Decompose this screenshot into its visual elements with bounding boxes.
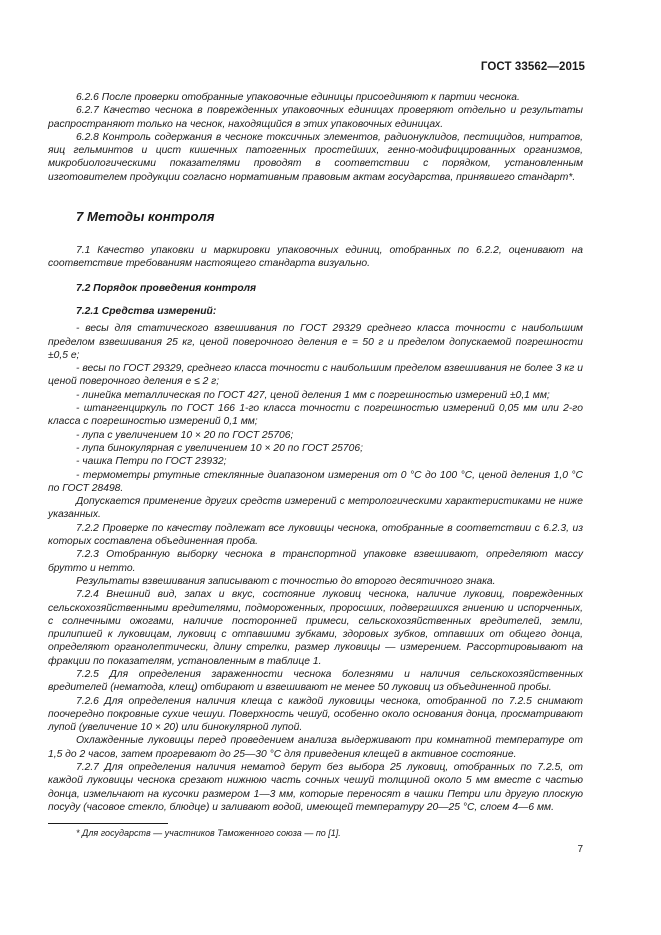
paragraph-6-2-7: 6.2.7 Качество чеснока в поврежденных упаковочных единицах проверяют отдельно и результаты распространяют только на чеснок, находящийся в этих упаковочных единицах. <box>48 105 583 130</box>
paragraph-allowed-instruments: Допускается применение других средств измерений с метрологическими характеристиками не ниже указанных. <box>48 496 583 521</box>
footnote-divider <box>48 823 168 824</box>
section-heading: 7 Методы контроля <box>76 209 215 225</box>
instrument-item: - весы для статического взвешивания по ГОСТ 29329 среднего класса точности с наибольшим пределом взвешивания 25 кг, ценой поверочного деления е = 50 г и пределом допускаемой погрешности ±0,5 е; <box>48 323 583 361</box>
page-number: 7 <box>577 844 583 855</box>
paragraph-7-2-2: 7.2.2 Проверке по качеству подлежат все луковицы чеснока, отобранные в соответствии с 6.2.3, из которых составлена объединенная проба. <box>48 522 583 548</box>
paragraph-cooled-bulbs: Охлажденные луковицы перед проведением анализа выдерживают при комнатной температуре от 1,5 до 2 часов, затем прогревают до 25—30 °С для приведения клещей в активное состояние. <box>48 735 583 760</box>
standard-number: ГОСТ 33562—2015 <box>480 61 585 73</box>
paragraph-7-2-3: 7.2.3 Отобранную выборку чеснока в транспортной упаковке взвешивают, определяют массу брутто и нетто. <box>48 549 583 574</box>
instrument-item: - чашка Петри по ГОСТ 23932; <box>76 456 227 468</box>
instrument-item: - термометры ртутные стеклянные диапазоном измерения от 0 °С до 100 °С, ценой деления 1,0 °С по ГОСТ 28498. <box>48 469 583 494</box>
paragraph-7-2-4: 7.2.4 Внешний вид, запах и вкус, состояние луковиц чеснока, наличие луковиц, поврежденных сельскохозяйственными вредителями, подмороженных, проросших, подвергшихся гниению и испорченных, с солнечными ожогами, наличие посторонней примеси, сельскохозяйственных вредителей, земли, прилипшей к луковицам, луковиц с отпавшими зубками, здоровых зубков, отпавших от общего донца, определяют органолептически, длину стрелки, размер луковицы — измерением. Рассортировывают на фракции по показателям, установленным в таблице 1. <box>48 589 583 667</box>
page-body <box>48 91 583 814</box>
instrument-item: - штангенциркуль по ГОСТ 166 1-го класса точности с погрешностью измерений 0,05 мм или 2-го класса с погрешностью измерений 0,1 мм; <box>48 403 583 428</box>
instrument-item: - лупа бинокулярная с увеличением 10 × 20 по ГОСТ 25706; <box>76 442 363 454</box>
paragraph-weighing-results: Результаты взвешивания записывают с точностью до второго десятичного знака. <box>76 575 496 587</box>
instrument-item: - весы по ГОСТ 29329, среднего класса точности с наибольшим пределом взвешивания не более 3 кг и ценой поверочного деления е ≤ 2 г; <box>48 363 583 388</box>
instrument-item: - линейка металлическая по ГОСТ 427, ценой деления 1 мм с погрешностью измерений ±0,1 мм; <box>76 389 550 401</box>
paragraph-6-2-8: 6.2.8 Контроль содержания в чесноке токсичных элементов, радионуклидов, пестицидов, нитратов, яиц гельминтов и цист кишечных патогенных простейших, генно-модифицированных организмов, микробиологическими показателями проводят в соответствии с порядком, установленным изготовителем продукции согласно нормативным правовым актам государства, принявшего стандарт*. <box>48 131 583 183</box>
subheading-7-2: 7.2 Порядок проведения контроля <box>76 282 257 294</box>
paragraph-7-2-5: 7.2.5 Для определения зараженности чеснока болезнями и наличия сельскохозяйственных вредителей (нематода, клещ) отбирают и взвешивают не менее 50 луковиц из объединенной пробы. <box>48 668 583 694</box>
paragraph-6-2-6: 6.2.6 После проверки отобранные упаковочные единицы присоединяют к партии чеснока. <box>76 92 520 103</box>
instrument-item: - лупа с увеличением 10 × 20 по ГОСТ 25706; <box>76 429 294 441</box>
footnote: * Для государств — участников Таможенного союза — по [1]. <box>76 828 341 838</box>
paragraph-7-2-6: 7.2.6 Для определения наличия клеща с каждой луковицы чеснока, отобранной по 7.2.5 снимают поочередно покровные сухие чешуи. Поверхность чешуй, особенно около основания донца, просматривают лупой (увеличение 10 × 20) или бинокулярной лупой. <box>48 695 583 734</box>
paragraph-7-1: 7.1 Качество упаковки и маркировки упаковочных единиц, отобранных по 6.2.2, оценивают на соответствие требованиям настоящего стандарта визуально. <box>48 245 583 270</box>
subheading-7-2-1: 7.2.1 Средства измерений: <box>76 305 217 317</box>
paragraph-7-2-7: 7.2.7 Для определения наличия нематод берут без выбора 25 луковиц, отобранных по 7.2.5, от каждой луковицы чеснока срезают нижнюю часть сочных чешуй толщиной около 5 мм вместе с частью донца, измельчают на кусочки размером 1—3 мм, которые переносят в чашки Петри или другую плоскую посуду (часовое стекло, блюдце) и заливают водой, имеющей температуру 20—25 °С, слоем 4—6 мм. <box>48 762 583 813</box>
